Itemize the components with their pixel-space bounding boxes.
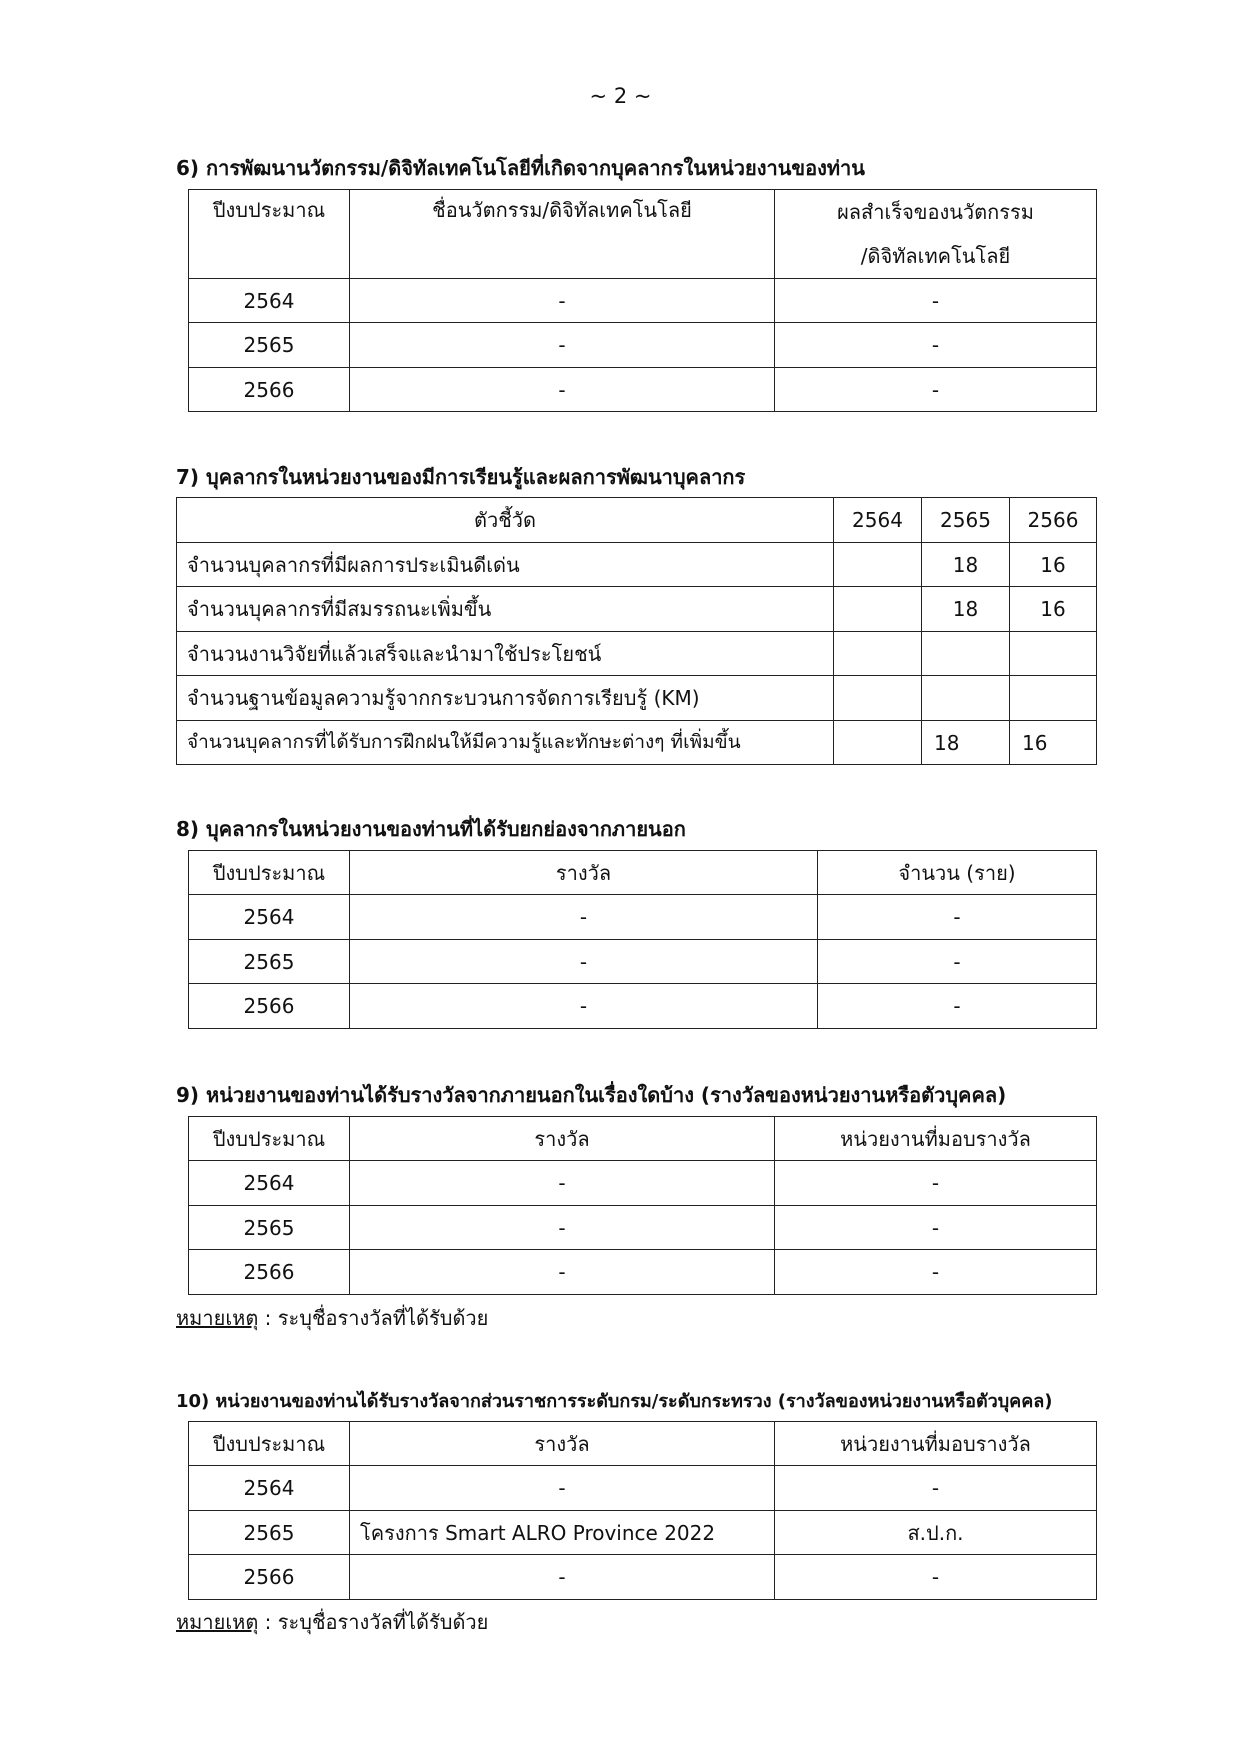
cell-value-2564 [834,543,922,587]
header-award: รางวัล [350,1422,775,1466]
cell-year: 2565 [189,323,350,368]
cell-value-2566 [1010,676,1097,721]
header-award: รางวัล [350,1117,775,1161]
table-row [189,1466,1097,1511]
cell-innovation-name: - [350,323,775,368]
cell-year: 2566 [189,368,350,412]
cell-award: - [350,1555,775,1600]
table-header-row [189,1117,1097,1161]
header-year-2564: 2564 [834,498,922,543]
section-9-table [188,1116,1097,1295]
note-text: : ระบุชื่อรางวัลที่ได้รับด้วย [258,1306,489,1330]
cell-award-giver: - [775,1161,1097,1206]
cell-award-giver: ส.ป.ก. [775,1511,1097,1555]
cell-indicator: จำนวนบุคลากรที่มีผลการประเมินดีเด่น [177,543,834,587]
cell-year: 2564 [189,279,350,323]
table-row [189,1206,1097,1250]
section-8-table [188,850,1097,1029]
cell-innovation-name: - [350,279,775,323]
note-text: : ระบุชื่อรางวัลที่ได้รับด้วย [258,1610,489,1634]
cell-year: 2566 [189,984,350,1029]
cell-indicator: จำนวนงานวิจัยที่แล้วเสร็จและนำมาใช้ประโยชน์ [177,632,834,676]
cell-value-2566: 16 [1010,587,1097,632]
header-fiscal-year: ปีงบประมาณ [189,1422,350,1466]
cell-year: 2566 [189,1250,350,1295]
cell-value-2566: 16 [1010,721,1097,765]
cell-award-giver: - [775,1250,1097,1295]
cell-year: 2564 [189,1466,350,1511]
section-8-heading: 8) บุคลากรในหน่วยงานของท่านที่ได้รับยกย่องจากภายนอก [176,817,686,841]
cell-value-2565 [922,676,1010,721]
cell-award-giver: - [775,1555,1097,1600]
cell-award: - [350,1161,775,1206]
cell-innovation-result: - [775,323,1097,368]
table-row [189,1250,1097,1295]
cell-value-2564 [834,676,922,721]
cell-award: โครงการ Smart ALRO Province 2022 [350,1511,775,1555]
table-header-row [189,851,1097,895]
section-9-heading: 9) หน่วยงานของท่านได้รับรางวัลจากภายนอกในเรื่องใดบ้าง (รางวัลของหน่วยงานหรือตัวบุคคล) [176,1083,1007,1107]
cell-value-2565: 18 [922,543,1010,587]
cell-award: - [350,940,818,984]
header-fiscal-year: ปีงบประมาณ [189,1117,350,1161]
cell-award: - [350,1466,775,1511]
cell-year: 2565 [189,1206,350,1250]
cell-innovation-result: - [775,279,1097,323]
table-row [189,984,1097,1029]
header-result-line-2: /ดิจิทัลเทคโนโลยี [860,244,1011,268]
header-award-giver: หน่วยงานที่มอบรางวัล [775,1422,1097,1466]
cell-award-giver: - [775,1206,1097,1250]
cell-value-2564 [834,632,922,676]
header-award: รางวัล [350,851,818,895]
cell-year: 2565 [189,1511,350,1555]
cell-award: - [350,984,818,1029]
table-row [189,368,1097,412]
section-6-table [188,189,1097,412]
header-indicator: ตัวชี้วัด [177,498,834,543]
cell-value-2566: 16 [1010,543,1097,587]
table-row [177,587,1097,632]
section-10-table [188,1421,1097,1600]
section-6-heading: 6) การพัฒนานวัตกรรม/ดิจิทัลเทคโนโลยีที่เกิดจากบุคลากรในหน่วยงานของท่าน [176,156,865,180]
table-row [189,323,1097,368]
table-row [177,676,1097,721]
cell-value-2564 [834,721,922,765]
cell-indicator: จำนวนบุคลากรที่ได้รับการฝึกฝนให้มีความรู้และทักษะต่างๆ ที่เพิ่มขึ้น [177,721,834,765]
cell-year: 2565 [189,940,350,984]
cell-award: - [350,1250,775,1295]
cell-value-2566 [1010,632,1097,676]
table-header-row [177,498,1097,543]
table-row [189,940,1097,984]
header-count: จำนวน (ราย) [818,851,1097,895]
cell-count: - [818,984,1097,1029]
header-fiscal-year: ปีงบประมาณ [189,851,350,895]
cell-year: 2564 [189,1161,350,1206]
table-row [177,543,1097,587]
section-7-table [176,497,1097,765]
table-header-row [189,1422,1097,1466]
cell-indicator: จำนวนฐานข้อมูลความรู้จากกระบวนการจัดการเรียบรู้ (KM) [177,676,834,721]
header-innovation-name: ชื่อนวัตกรรม/ดิจิทัลเทคโนโลยี [350,190,775,279]
cell-indicator: จำนวนบุคลากรที่มีสมรรถนะเพิ่มขึ้น [177,587,834,632]
cell-innovation-result: - [775,368,1097,412]
table-row [177,721,1097,765]
cell-award: - [350,1206,775,1250]
section-10-heading: 10) หน่วยงานของท่านได้รับรางวัลจากส่วนราชการระดับกรม/ระดับกระทรวง (รางวัลของหน่วยงานหรือตัวบุคคล) [176,1391,1053,1412]
section-7-heading: 7) บุคลากรในหน่วยงานของมีการเรียนรู้และผลการพัฒนาบุคลากร [176,465,746,489]
cell-year: 2564 [189,895,350,940]
header-innovation-result [775,190,1097,279]
cell-award-giver: - [775,1466,1097,1511]
cell-count: - [818,940,1097,984]
table-row [189,1511,1097,1555]
cell-innovation-name: - [350,368,775,412]
table-row [189,1555,1097,1600]
page-number: ~ 2 ~ [589,84,652,108]
table-row [189,895,1097,940]
cell-value-2565 [922,632,1010,676]
header-award-giver: หน่วยงานที่มอบรางวัล [775,1117,1097,1161]
header-result-line-1: ผลสำเร็จของนวัตกรรม [837,200,1034,224]
table-header-row [189,190,1097,279]
cell-award: - [350,895,818,940]
table-row [189,1161,1097,1206]
note-label: หมายเหตุ [176,1610,259,1634]
table-row [177,632,1097,676]
table-row [189,279,1097,323]
header-year-2565: 2565 [922,498,1010,543]
cell-value-2565: 18 [922,721,1010,765]
section-10-note [176,1606,488,1638]
cell-count: - [818,895,1097,940]
cell-value-2564 [834,587,922,632]
header-year-2566: 2566 [1010,498,1097,543]
note-label: หมายเหตุ [176,1306,259,1330]
cell-year: 2566 [189,1555,350,1600]
section-9-note [176,1302,488,1334]
header-fiscal-year: ปีงบประมาณ [189,190,350,279]
cell-value-2565: 18 [922,587,1010,632]
